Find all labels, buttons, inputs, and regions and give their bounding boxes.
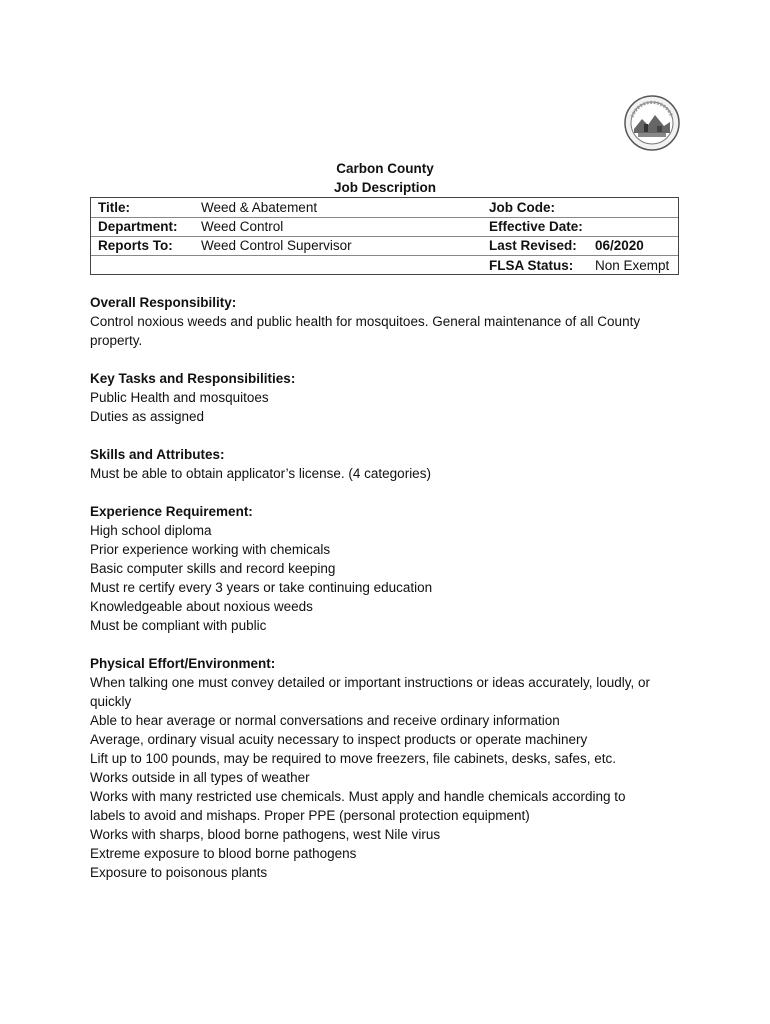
info-row-department (91, 217, 678, 236)
info-row-reports (91, 236, 678, 255)
info-row-title (91, 198, 678, 217)
title-value: Weed & Abatement (201, 200, 318, 215)
section-heading: Experience Requirement: (90, 504, 253, 519)
section-line: Duties as assigned (90, 409, 205, 424)
section-heading: Skills and Attributes: (90, 447, 225, 462)
section-heading: Key Tasks and Responsibilities: (90, 371, 296, 386)
job-description-body (90, 293, 690, 901)
section-heading: Overall Responsibility: (90, 295, 237, 310)
county-name: Carbon County (336, 161, 434, 176)
department-label: Department: (98, 219, 178, 234)
section-line: Able to hear average or normal conversations and receive ordinary information (90, 713, 560, 728)
section-physical-effort (90, 654, 690, 882)
job-code-label: Job Code: (489, 200, 555, 215)
section-line: Control noxious weeds and public health for mosquitoes. General maintenance of all County (90, 314, 641, 329)
title-label: Title: (98, 200, 131, 215)
last-revised-value: 06/2020 (595, 238, 644, 253)
section-line: When talking one must convey detailed or important instructions or ideas accurately, loudly, or (90, 675, 651, 690)
section-line: Prior experience working with chemicals (90, 542, 331, 557)
section-heading: Physical Effort/Environment: (90, 656, 276, 671)
section-line: Extreme exposure to blood borne pathogens (90, 846, 357, 861)
reports-to-label: Reports To: (98, 238, 173, 253)
section-line: Average, ordinary visual acuity necessary to inspect products or operate machinery (90, 732, 588, 747)
section-line: Must be compliant with public (90, 618, 267, 633)
flsa-status-value: Non Exempt (595, 258, 670, 273)
document-type: Job Description (333, 180, 436, 195)
section-line: High school diploma (90, 523, 212, 538)
county-seal-logo (624, 95, 680, 151)
section-skills (90, 445, 690, 483)
section-overall-responsibility (90, 293, 690, 350)
section-line: Exposure to poisonous plants (90, 865, 268, 880)
section-experience (90, 502, 690, 635)
section-line: Must re certify every 3 years or take continuing education (90, 580, 433, 595)
section-line: Must be able to obtain applicator’s license. (4 categories) (90, 466, 431, 481)
job-info-table (90, 197, 679, 275)
section-line: Knowledgeable about noxious weeds (90, 599, 313, 614)
section-line: Works with many restricted use chemicals. Must apply and handle chemicals according to (90, 789, 626, 804)
section-key-tasks (90, 369, 690, 426)
section-line: Works with sharps, blood borne pathogens, west Nile virus (90, 827, 441, 842)
last-revised-label: Last Revised: (489, 238, 577, 253)
section-line: Basic computer skills and record keeping (90, 561, 336, 576)
section-line: Works outside in all types of weather (90, 770, 310, 785)
section-line: quickly (90, 694, 132, 709)
effective-date-label: Effective Date: (489, 219, 583, 234)
flsa-status-label: FLSA Status: (489, 258, 574, 273)
department-value: Weed Control (201, 219, 284, 234)
section-line: Lift up to 100 pounds, may be required to move freezers, file cabinets, desks, safes, etc. (90, 751, 617, 766)
section-line: labels to avoid and mishaps. Proper PPE (personal protection equipment) (90, 808, 530, 823)
info-row-flsa (91, 256, 678, 275)
section-line: Public Health and mosquitoes (90, 390, 269, 405)
reports-to-value: Weed Control Supervisor (201, 238, 352, 253)
section-line: property. (90, 333, 143, 348)
